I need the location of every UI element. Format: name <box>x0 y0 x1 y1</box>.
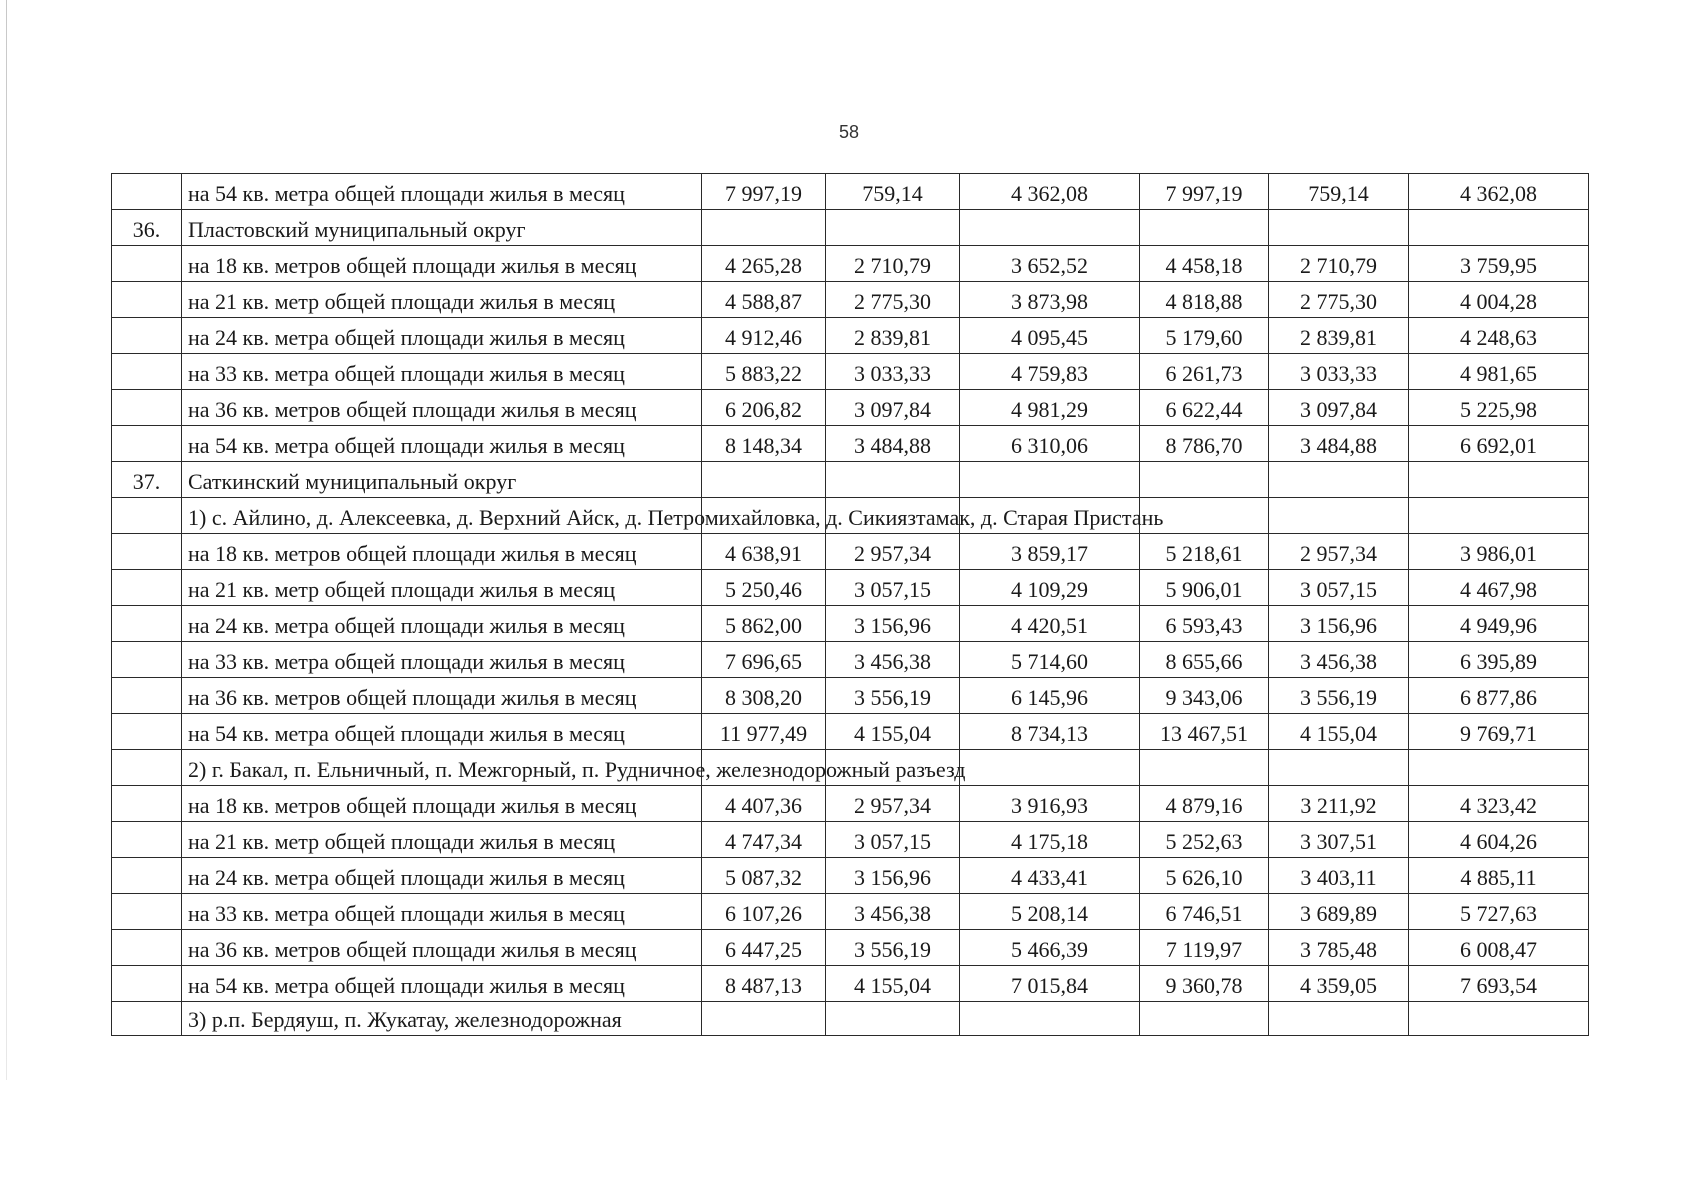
row-number-cell <box>112 786 182 822</box>
value-cell-col-3: 4 420,51 <box>960 606 1140 642</box>
value-cell-col-3: 3 916,93 <box>960 786 1140 822</box>
row-label-cell: на 36 кв. метров общей площади жилья в месяц <box>182 930 702 966</box>
table-row <box>112 462 1589 498</box>
value-cell-col-1 <box>702 1002 826 1036</box>
row-label-cell: на 24 кв. метра общей площади жилья в месяц <box>182 606 702 642</box>
value-cell-col-5: 3 033,33 <box>1269 354 1409 390</box>
value-cell-col-1: 4 747,34 <box>702 822 826 858</box>
row-number-cell <box>112 858 182 894</box>
value-cell-col-5: 3 785,48 <box>1269 930 1409 966</box>
value-cell-col-4 <box>1140 462 1269 498</box>
value-cell-col-1: 8 308,20 <box>702 678 826 714</box>
table-row <box>112 606 1589 642</box>
value-cell-col-1: 5 087,32 <box>702 858 826 894</box>
value-cell-col-1: 11 977,49 <box>702 714 826 750</box>
value-cell-col-6 <box>1409 750 1589 786</box>
row-number-cell <box>112 894 182 930</box>
value-cell-col-5 <box>1269 462 1409 498</box>
value-cell-col-5: 3 307,51 <box>1269 822 1409 858</box>
row-number-cell <box>112 282 182 318</box>
value-cell-col-4: 8 786,70 <box>1140 426 1269 462</box>
value-cell-col-3 <box>960 750 1140 786</box>
value-cell-col-3: 3 859,17 <box>960 534 1140 570</box>
value-cell-col-5: 2 710,79 <box>1269 246 1409 282</box>
row-label-cell: на 24 кв. метра общей площади жилья в месяц <box>182 318 702 354</box>
row-label-cell: Саткинский муниципальный округ <box>182 462 702 498</box>
table-row <box>112 282 1589 318</box>
value-cell-col-6 <box>1409 462 1589 498</box>
table-body <box>112 174 1589 1036</box>
value-cell-col-2: 4 155,04 <box>826 714 960 750</box>
value-cell-col-3: 8 734,13 <box>960 714 1140 750</box>
value-cell-col-4 <box>1140 1002 1269 1036</box>
value-cell-col-4: 5 218,61 <box>1140 534 1269 570</box>
value-cell-col-2: 3 156,96 <box>826 858 960 894</box>
row-label-cell: Пластовский муниципальный округ <box>182 210 702 246</box>
row-number-cell <box>112 390 182 426</box>
value-cell-col-2: 2 710,79 <box>826 246 960 282</box>
value-cell-col-1: 8 487,13 <box>702 966 826 1002</box>
value-cell-col-5: 2 957,34 <box>1269 534 1409 570</box>
value-cell-col-5: 3 456,38 <box>1269 642 1409 678</box>
row-label-cell: на 21 кв. метр общей площади жилья в месяц <box>182 822 702 858</box>
value-cell-col-6: 4 323,42 <box>1409 786 1589 822</box>
value-cell-col-6 <box>1409 210 1589 246</box>
value-cell-col-6: 3 759,95 <box>1409 246 1589 282</box>
page-number: 58 <box>838 122 860 142</box>
row-label-cell: на 33 кв. метра общей площади жилья в месяц <box>182 354 702 390</box>
table-row <box>112 210 1589 246</box>
value-cell-col-4: 5 626,10 <box>1140 858 1269 894</box>
row-label-cell: на 21 кв. метр общей площади жилья в месяц <box>182 282 702 318</box>
row-number-cell <box>112 246 182 282</box>
value-cell-col-4: 4 818,88 <box>1140 282 1269 318</box>
row-number-cell <box>112 426 182 462</box>
value-cell-col-5 <box>1269 1002 1409 1036</box>
value-cell-col-4: 5 906,01 <box>1140 570 1269 606</box>
value-cell-col-6: 3 986,01 <box>1409 534 1589 570</box>
row-label-cell: на 54 кв. метра общей площади жилья в месяц <box>182 426 702 462</box>
value-cell-col-6 <box>1409 1002 1589 1036</box>
value-cell-col-3 <box>960 210 1140 246</box>
row-number-cell: 36. <box>112 210 182 246</box>
row-label-cell: 3) р.п. Бердяуш, п. Жукатау, железнодорожная <box>182 1002 702 1036</box>
value-cell-col-4: 6 746,51 <box>1140 894 1269 930</box>
value-cell-col-1: 6 107,26 <box>702 894 826 930</box>
table-row <box>112 390 1589 426</box>
table-row <box>112 642 1589 678</box>
value-cell-col-4: 9 343,06 <box>1140 678 1269 714</box>
value-cell-col-1 <box>702 462 826 498</box>
value-cell-col-6: 6 008,47 <box>1409 930 1589 966</box>
value-cell-col-5 <box>1269 498 1409 534</box>
tariff-table <box>111 173 1589 1036</box>
value-cell-col-1: 6 206,82 <box>702 390 826 426</box>
row-number-cell <box>112 678 182 714</box>
value-cell-col-6: 5 727,63 <box>1409 894 1589 930</box>
value-cell-col-3: 3 652,52 <box>960 246 1140 282</box>
value-cell-col-1: 5 883,22 <box>702 354 826 390</box>
value-cell-col-2: 3 156,96 <box>826 606 960 642</box>
value-cell-col-3: 4 981,29 <box>960 390 1140 426</box>
row-number-cell <box>112 498 182 534</box>
row-label-cell: на 54 кв. метра общей площади жилья в месяц <box>182 714 702 750</box>
value-cell-col-5: 2 775,30 <box>1269 282 1409 318</box>
table-row <box>112 714 1589 750</box>
value-cell-col-6: 4 949,96 <box>1409 606 1589 642</box>
value-cell-col-6: 5 225,98 <box>1409 390 1589 426</box>
table-row <box>112 678 1589 714</box>
value-cell-col-1: 4 265,28 <box>702 246 826 282</box>
row-number-cell <box>112 714 182 750</box>
row-number-cell <box>112 930 182 966</box>
value-cell-col-6: 6 395,89 <box>1409 642 1589 678</box>
value-cell-col-6: 9 769,71 <box>1409 714 1589 750</box>
row-label-cell: на 18 кв. метров общей площади жилья в месяц <box>182 246 702 282</box>
value-cell-col-5: 3 484,88 <box>1269 426 1409 462</box>
value-cell-col-4: 8 655,66 <box>1140 642 1269 678</box>
value-cell-col-1: 7 997,19 <box>702 174 826 210</box>
value-cell-col-4: 5 252,63 <box>1140 822 1269 858</box>
value-cell-col-3: 5 208,14 <box>960 894 1140 930</box>
value-cell-col-6: 4 467,98 <box>1409 570 1589 606</box>
value-cell-col-1: 7 696,65 <box>702 642 826 678</box>
value-cell-col-5: 3 156,96 <box>1269 606 1409 642</box>
table-row <box>112 750 1589 786</box>
value-cell-col-2: 3 484,88 <box>826 426 960 462</box>
row-number-cell <box>112 606 182 642</box>
value-cell-col-5: 3 211,92 <box>1269 786 1409 822</box>
value-cell-col-2 <box>826 210 960 246</box>
value-cell-col-1: 5 862,00 <box>702 606 826 642</box>
value-cell-col-1: 5 250,46 <box>702 570 826 606</box>
value-cell-col-2: 3 057,15 <box>826 570 960 606</box>
value-cell-col-6: 7 693,54 <box>1409 966 1589 1002</box>
value-cell-col-5: 3 689,89 <box>1269 894 1409 930</box>
value-cell-col-4: 7 997,19 <box>1140 174 1269 210</box>
value-cell-col-6: 6 877,86 <box>1409 678 1589 714</box>
value-cell-col-4: 9 360,78 <box>1140 966 1269 1002</box>
value-cell-col-6 <box>1409 498 1589 534</box>
value-cell-col-3: 6 310,06 <box>960 426 1140 462</box>
value-cell-col-5: 759,14 <box>1269 174 1409 210</box>
value-cell-col-1: 4 407,36 <box>702 786 826 822</box>
row-label-cell: на 33 кв. метра общей площади жилья в месяц <box>182 894 702 930</box>
row-label-cell: на 54 кв. метра общей площади жилья в месяц <box>182 966 702 1002</box>
row-label-cell: 1) с. Айлино, д. Алексеевка, д. Верхний Айск, д. Петромихайловка, д. Сикиязтамак, д. Старая Пристань <box>182 498 702 534</box>
scan-edge <box>6 0 7 1080</box>
row-label-cell: на 36 кв. метров общей площади жилья в месяц <box>182 678 702 714</box>
table-row <box>112 354 1589 390</box>
value-cell-col-3: 4 759,83 <box>960 354 1140 390</box>
value-cell-col-1 <box>702 210 826 246</box>
row-number-cell <box>112 1002 182 1036</box>
value-cell-col-2: 3 057,15 <box>826 822 960 858</box>
value-cell-col-5: 3 057,15 <box>1269 570 1409 606</box>
value-cell-col-3: 4 175,18 <box>960 822 1140 858</box>
table-row <box>112 858 1589 894</box>
table-row <box>112 1002 1589 1036</box>
value-cell-col-3 <box>960 462 1140 498</box>
row-label-cell: 2) г. Бакал, п. Ельничный, п. Межгорный, п. Рудничное, железнодорожный разъезд <box>182 750 702 786</box>
value-cell-col-2 <box>826 1002 960 1036</box>
value-cell-col-2: 3 456,38 <box>826 642 960 678</box>
row-label-cell: на 18 кв. метров общей площади жилья в месяц <box>182 534 702 570</box>
value-cell-col-1: 4 638,91 <box>702 534 826 570</box>
value-cell-col-3: 7 015,84 <box>960 966 1140 1002</box>
value-cell-col-6: 4 362,08 <box>1409 174 1589 210</box>
value-cell-col-5 <box>1269 750 1409 786</box>
value-cell-col-5: 3 556,19 <box>1269 678 1409 714</box>
value-cell-col-4: 6 622,44 <box>1140 390 1269 426</box>
row-number-cell <box>112 822 182 858</box>
row-number-cell: 37. <box>112 462 182 498</box>
table-row <box>112 822 1589 858</box>
value-cell-col-4: 6 261,73 <box>1140 354 1269 390</box>
table-row <box>112 246 1589 282</box>
row-label-cell: на 54 кв. метра общей площади жилья в месяц <box>182 174 702 210</box>
value-cell-col-2: 2 957,34 <box>826 786 960 822</box>
table-row <box>112 786 1589 822</box>
value-cell-col-3 <box>960 1002 1140 1036</box>
value-cell-col-2: 2 957,34 <box>826 534 960 570</box>
value-cell-col-5: 4 359,05 <box>1269 966 1409 1002</box>
row-label-cell: на 36 кв. метров общей площади жилья в месяц <box>182 390 702 426</box>
table-row <box>112 426 1589 462</box>
value-cell-col-4: 6 593,43 <box>1140 606 1269 642</box>
value-cell-col-4 <box>1140 750 1269 786</box>
value-cell-col-5 <box>1269 210 1409 246</box>
table-row <box>112 498 1589 534</box>
row-number-cell <box>112 750 182 786</box>
row-number-cell <box>112 354 182 390</box>
value-cell-col-3: 5 466,39 <box>960 930 1140 966</box>
row-label-cell: на 33 кв. метра общей площади жилья в месяц <box>182 642 702 678</box>
table-row <box>112 534 1589 570</box>
table-row <box>112 930 1589 966</box>
value-cell-col-3: 3 873,98 <box>960 282 1140 318</box>
row-number-cell <box>112 570 182 606</box>
value-cell-col-6: 4 981,65 <box>1409 354 1589 390</box>
value-cell-col-2: 2 775,30 <box>826 282 960 318</box>
value-cell-col-1: 6 447,25 <box>702 930 826 966</box>
value-cell-col-2: 3 556,19 <box>826 930 960 966</box>
value-cell-col-2: 759,14 <box>826 174 960 210</box>
value-cell-col-3: 6 145,96 <box>960 678 1140 714</box>
value-cell-col-3: 4 362,08 <box>960 174 1140 210</box>
row-label-cell: на 24 кв. метра общей площади жилья в месяц <box>182 858 702 894</box>
table-row <box>112 570 1589 606</box>
row-number-cell <box>112 174 182 210</box>
row-number-cell <box>112 642 182 678</box>
value-cell-col-4 <box>1140 210 1269 246</box>
value-cell-col-1: 8 148,34 <box>702 426 826 462</box>
row-number-cell <box>112 534 182 570</box>
value-cell-col-2 <box>826 462 960 498</box>
value-cell-col-5: 3 403,11 <box>1269 858 1409 894</box>
value-cell-col-3: 5 714,60 <box>960 642 1140 678</box>
value-cell-col-1: 4 912,46 <box>702 318 826 354</box>
row-label-cell: на 21 кв. метр общей площади жилья в месяц <box>182 570 702 606</box>
value-cell-col-5: 4 155,04 <box>1269 714 1409 750</box>
value-cell-col-5: 2 839,81 <box>1269 318 1409 354</box>
value-cell-col-6: 6 692,01 <box>1409 426 1589 462</box>
value-cell-col-6: 4 248,63 <box>1409 318 1589 354</box>
value-cell-col-4: 5 179,60 <box>1140 318 1269 354</box>
value-cell-col-4: 4 879,16 <box>1140 786 1269 822</box>
value-cell-col-4: 13 467,51 <box>1140 714 1269 750</box>
table-row <box>112 174 1589 210</box>
value-cell-col-2: 4 155,04 <box>826 966 960 1002</box>
row-number-cell <box>112 966 182 1002</box>
value-cell-col-6: 4 604,26 <box>1409 822 1589 858</box>
value-cell-col-2: 3 456,38 <box>826 894 960 930</box>
value-cell-col-6: 4 004,28 <box>1409 282 1589 318</box>
value-cell-col-2: 3 556,19 <box>826 678 960 714</box>
value-cell-col-3: 4 433,41 <box>960 858 1140 894</box>
value-cell-col-1: 4 588,87 <box>702 282 826 318</box>
value-cell-col-5: 3 097,84 <box>1269 390 1409 426</box>
row-label-cell: на 18 кв. метров общей площади жилья в месяц <box>182 786 702 822</box>
value-cell-col-2: 2 839,81 <box>826 318 960 354</box>
value-cell-col-2: 3 097,84 <box>826 390 960 426</box>
value-cell-col-3: 4 095,45 <box>960 318 1140 354</box>
value-cell-col-4: 4 458,18 <box>1140 246 1269 282</box>
value-cell-col-4: 7 119,97 <box>1140 930 1269 966</box>
value-cell-col-3: 4 109,29 <box>960 570 1140 606</box>
table-row <box>112 318 1589 354</box>
value-cell-col-6: 4 885,11 <box>1409 858 1589 894</box>
row-number-cell <box>112 318 182 354</box>
table-row <box>112 966 1589 1002</box>
value-cell-col-2: 3 033,33 <box>826 354 960 390</box>
table-row <box>112 894 1589 930</box>
